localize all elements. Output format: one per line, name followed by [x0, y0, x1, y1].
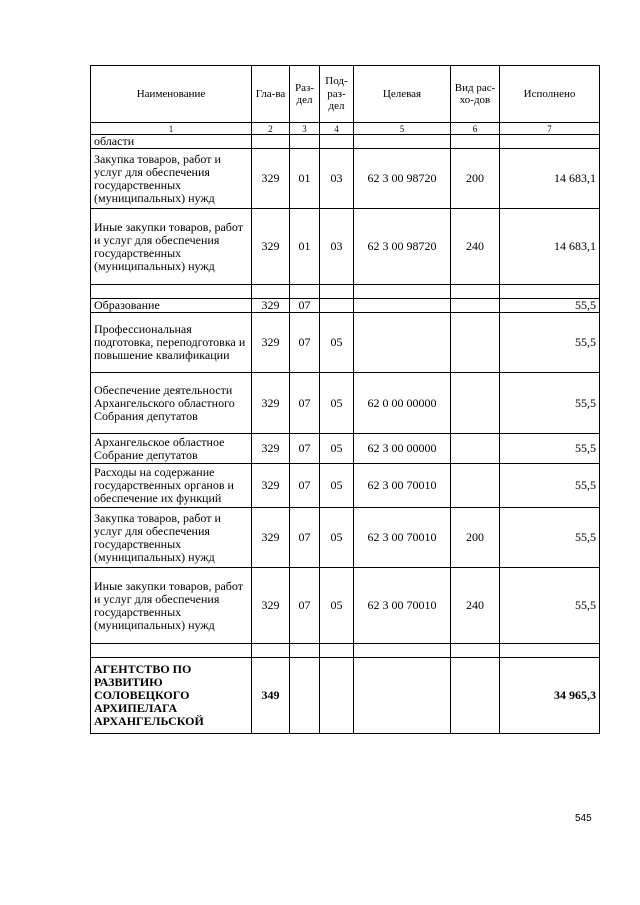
row-vid	[451, 135, 500, 149]
row-glava	[252, 135, 290, 149]
row-razdel	[290, 135, 320, 149]
row-podrazdel	[320, 299, 354, 313]
row-name: Закупка товаров, работ и услуг для обеспечения государственных (муниципальных) нужд	[91, 508, 252, 568]
row-ispolneno	[500, 285, 600, 299]
row-celevaya: 62 3 00 70010	[354, 568, 451, 644]
row-podrazdel: 05	[320, 434, 354, 464]
row-name	[91, 644, 252, 658]
row-razdel: 01	[290, 149, 320, 209]
row-name: Обеспечение деятельности Архангельского областного Собрания депутатов	[91, 373, 252, 434]
row-celevaya	[354, 313, 451, 373]
row-celevaya	[354, 285, 451, 299]
row-ispolneno: 55,5	[500, 434, 600, 464]
row-glava	[252, 285, 290, 299]
row-vid	[451, 644, 500, 658]
row-name: АГЕНТСТВО ПО РАЗВИТИЮ СОЛОВЕЦКОГО АРХИПЕЛАГА АРХАНГЕЛЬСКОЙ	[91, 658, 252, 734]
row-ispolneno: 55,5	[500, 568, 600, 644]
row-celevaya: 62 3 00 70010	[354, 464, 451, 508]
row-ispolneno: 55,5	[500, 299, 600, 313]
row-glava: 329	[252, 373, 290, 434]
header-name: Наименование	[91, 66, 252, 123]
row-celevaya	[354, 644, 451, 658]
row-podrazdel: 05	[320, 373, 354, 434]
table-row	[91, 434, 600, 464]
table-row	[91, 568, 600, 644]
row-vid: 240	[451, 568, 500, 644]
row-ispolneno: 55,5	[500, 464, 600, 508]
row-vid: 200	[451, 508, 500, 568]
row-celevaya: 62 0 00 00000	[354, 373, 451, 434]
row-podrazdel: 05	[320, 508, 354, 568]
row-vid	[451, 285, 500, 299]
row-podrazdel	[320, 135, 354, 149]
row-ispolneno	[500, 644, 600, 658]
header-row	[91, 66, 600, 123]
row-ispolneno: 55,5	[500, 373, 600, 434]
column-number: 6	[451, 123, 500, 135]
row-podrazdel	[320, 644, 354, 658]
row-ispolneno: 14 683,1	[500, 209, 600, 285]
row-razdel	[290, 644, 320, 658]
header-ispolneno: Исполнено	[500, 66, 600, 123]
row-name: Иные закупки товаров, работ и услуг для обеспечения государственных (муниципальных) нужд	[91, 209, 252, 285]
header-celevaya: Целевая	[354, 66, 451, 123]
row-name: Закупка товаров, работ и услуг для обеспечения государственных (муниципальных) нужд	[91, 149, 252, 209]
row-vid	[451, 313, 500, 373]
row-glava: 349	[252, 658, 290, 734]
row-glava: 329	[252, 149, 290, 209]
row-name: Образование	[91, 299, 252, 313]
row-razdel: 07	[290, 434, 320, 464]
row-celevaya	[354, 658, 451, 734]
row-razdel: 07	[290, 464, 320, 508]
row-razdel: 07	[290, 313, 320, 373]
row-glava	[252, 644, 290, 658]
row-name	[91, 285, 252, 299]
row-vid	[451, 373, 500, 434]
row-ispolneno: 34 965,3	[500, 658, 600, 734]
row-glava: 329	[252, 313, 290, 373]
column-number: 1	[91, 123, 252, 135]
row-vid: 200	[451, 149, 500, 209]
row-celevaya: 62 3 00 98720	[354, 149, 451, 209]
table-row-agency-total	[91, 658, 600, 734]
budget-table	[90, 65, 600, 734]
row-razdel: 01	[290, 209, 320, 285]
column-number: 4	[320, 123, 354, 135]
table-row	[91, 464, 600, 508]
column-number: 2	[252, 123, 290, 135]
table-row	[91, 285, 600, 299]
row-ispolneno: 14 683,1	[500, 149, 600, 209]
row-vid: 240	[451, 209, 500, 285]
row-razdel: 07	[290, 373, 320, 434]
row-glava: 329	[252, 299, 290, 313]
row-ispolneno	[500, 135, 600, 149]
row-celevaya: 62 3 00 98720	[354, 209, 451, 285]
row-podrazdel: 03	[320, 209, 354, 285]
row-vid	[451, 434, 500, 464]
row-vid	[451, 299, 500, 313]
row-glava: 329	[252, 508, 290, 568]
row-name: Расходы на содержание государственных органов и обеспечение их функций	[91, 464, 252, 508]
table-row	[91, 299, 600, 313]
row-glava: 329	[252, 464, 290, 508]
header-razdel: Раз-дел	[290, 66, 320, 123]
column-number-row	[91, 123, 600, 135]
row-razdel: 07	[290, 508, 320, 568]
row-razdel	[290, 285, 320, 299]
table-row	[91, 508, 600, 568]
row-name: Иные закупки товаров, работ и услуг для обеспечения государственных (муниципальных) нужд	[91, 568, 252, 644]
row-celevaya	[354, 135, 451, 149]
row-celevaya	[354, 299, 451, 313]
row-celevaya: 62 3 00 00000	[354, 434, 451, 464]
header-vid: Вид рас-хо-дов	[451, 66, 500, 123]
row-podrazdel: 03	[320, 149, 354, 209]
row-razdel: 07	[290, 299, 320, 313]
header-podrazdel: Под-раз-дел	[320, 66, 354, 123]
table-row	[91, 209, 600, 285]
row-celevaya: 62 3 00 70010	[354, 508, 451, 568]
row-podrazdel	[320, 285, 354, 299]
row-podrazdel: 05	[320, 464, 354, 508]
table-row	[91, 644, 600, 658]
table-row	[91, 313, 600, 373]
page-number: 545	[575, 813, 592, 824]
row-podrazdel: 05	[320, 313, 354, 373]
row-name: Профессиональная подготовка, переподготовка и повышение квалификации	[91, 313, 252, 373]
row-ispolneno: 55,5	[500, 313, 600, 373]
row-podrazdel	[320, 658, 354, 734]
row-name: области	[91, 135, 252, 149]
row-ispolneno: 55,5	[500, 508, 600, 568]
row-razdel	[290, 658, 320, 734]
table-row	[91, 149, 600, 209]
header-glava: Гла-ва	[252, 66, 290, 123]
row-glava: 329	[252, 209, 290, 285]
row-glava: 329	[252, 434, 290, 464]
row-vid	[451, 658, 500, 734]
row-razdel: 07	[290, 568, 320, 644]
table-body	[91, 135, 600, 734]
column-number: 7	[500, 123, 600, 135]
column-number: 5	[354, 123, 451, 135]
table-row	[91, 373, 600, 434]
row-glava: 329	[252, 568, 290, 644]
table-row	[91, 135, 600, 149]
row-name: Архангельское областное Собрание депутатов	[91, 434, 252, 464]
column-number: 3	[290, 123, 320, 135]
row-vid	[451, 464, 500, 508]
row-podrazdel: 05	[320, 568, 354, 644]
